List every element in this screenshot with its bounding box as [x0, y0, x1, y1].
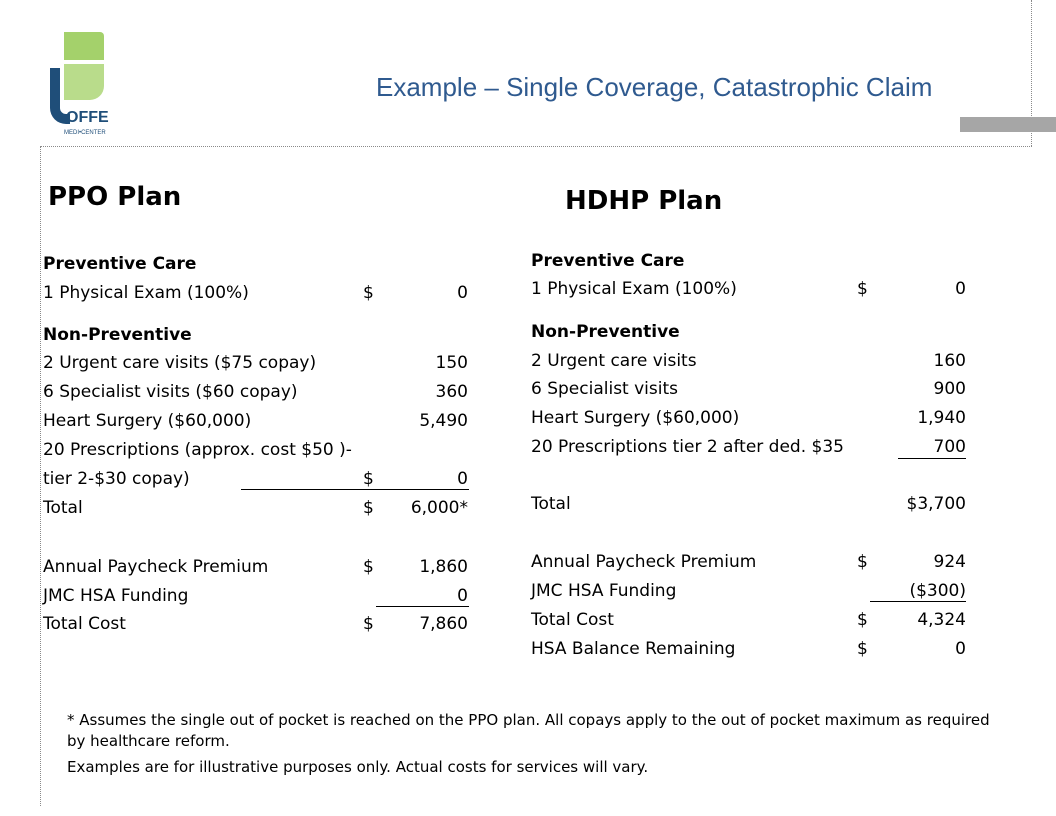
ppo-premium-dollar: $: [363, 557, 374, 577]
ppo-prescriptions-line1: 20 Prescriptions (approx. cost $50 )-: [43, 440, 352, 460]
title-accent-bar: [960, 117, 1056, 132]
ppo-physical-exam-label: 1 Physical Exam (100%): [43, 283, 249, 303]
hdhp-prescriptions-label: 20 Prescriptions tier 2 after ded. $35: [531, 437, 844, 457]
hdhp-total-cost-amount: 4,324: [917, 610, 966, 630]
hdhp-urgent-care-amount: 160: [933, 351, 966, 371]
hdhp-hsa-balance-dollar: $: [857, 639, 868, 659]
ppo-specialist-label: 6 Specialist visits ($60 copay): [43, 382, 298, 402]
ppo-total-amount: 6,000*: [410, 498, 468, 518]
hdhp-physical-exam-amount: 0: [955, 279, 966, 299]
hdhp-surgery-label: Heart Surgery ($60,000): [531, 408, 740, 428]
hdhp-prescriptions-underline: [898, 458, 966, 459]
ppo-prescriptions-amount: 0: [457, 469, 468, 489]
hdhp-premium-amount: 924: [933, 552, 966, 572]
svg-text:OFFE: OFFE: [66, 109, 109, 126]
footnote-disclaimer: Examples are for illustrative purposes only. Actual costs for services will vary.: [67, 758, 649, 776]
footnote-assumption: * Assumes the single out of pocket is reached on the PPO plan. All copays apply to the out of pocket maximum as required by healthcare reform.: [67, 711, 990, 750]
ppo-physical-exam-amount: 0: [457, 283, 468, 303]
hdhp-total-label: Total: [531, 494, 571, 514]
ppo-urgent-care-amount: 150: [435, 353, 468, 373]
hdhp-preventive-header: Preventive Care: [531, 251, 685, 271]
ppo-premium-label: Annual Paycheck Premium: [43, 557, 269, 577]
ppo-hsa-amount: 0: [457, 586, 468, 606]
ppo-urgent-care-label: 2 Urgent care visits ($75 copay): [43, 353, 317, 373]
ppo-total-cost-amount: 7,860: [419, 614, 468, 634]
ppo-prescriptions-underline: [241, 489, 469, 490]
hdhp-urgent-care-label: 2 Urgent care visits: [531, 351, 697, 371]
ppo-total-cost-dollar: $: [363, 614, 374, 634]
hdhp-specialist-amount: 900: [933, 379, 966, 399]
ppo-non-preventive-header: Non-Preventive: [43, 325, 192, 345]
hdhp-physical-exam-label: 1 Physical Exam (100%): [531, 279, 737, 299]
ppo-prescriptions-label: tier 2-$30 copay): [43, 469, 190, 489]
hdhp-hsa-amount: ($300): [909, 581, 966, 601]
hdhp-premium-dollar: $: [857, 552, 868, 572]
ppo-preventive-header: Preventive Care: [43, 254, 197, 274]
hdhp-specialist-label: 6 Specialist visits: [531, 379, 679, 399]
ppo-hsa-underline: [376, 606, 469, 607]
hdhp-surgery-amount: 1,940: [917, 408, 966, 428]
hdhp-prescriptions-amount: 700: [933, 437, 966, 457]
svg-text:MEDI•CENTER: MEDI•CENTER: [64, 130, 106, 136]
hdhp-hsa-label: JMC HSA Funding: [531, 581, 677, 601]
joffe-medicenter-logo-icon: [44, 30, 109, 140]
hdhp-physical-exam-dollar: $: [857, 279, 868, 299]
hdhp-hsa-balance-amount: 0: [955, 639, 966, 659]
hdhp-plan-title: HDHP Plan: [565, 186, 723, 216]
ppo-premium-amount: 1,860: [419, 557, 468, 577]
ppo-total-dollar: $: [363, 498, 374, 518]
frame-border-left: [40, 146, 41, 806]
hdhp-non-preventive-header: Non-Preventive: [531, 322, 680, 342]
ppo-specialist-amount: 360: [435, 382, 468, 402]
hdhp-total-cost-label: Total Cost: [531, 610, 614, 630]
ppo-surgery-amount: 5,490: [419, 411, 468, 431]
slide-title: Example – Single Coverage, Catastrophic Claim: [376, 72, 933, 102]
ppo-total-label: Total: [43, 498, 83, 518]
ppo-surgery-label: Heart Surgery ($60,000): [43, 411, 252, 431]
hdhp-total-amount: $3,700: [906, 494, 966, 514]
ppo-plan-title: PPO Plan: [48, 182, 182, 212]
ppo-total-cost-label: Total Cost: [43, 614, 126, 634]
frame-border-top: [40, 146, 1032, 147]
ppo-prescriptions-dollar: $: [363, 469, 374, 489]
hdhp-total-cost-dollar: $: [857, 610, 868, 630]
ppo-hsa-label: JMC HSA Funding: [43, 586, 189, 606]
hdhp-hsa-underline: [870, 601, 966, 602]
ppo-physical-exam-dollar: $: [363, 283, 374, 303]
hdhp-hsa-balance-label: HSA Balance Remaining: [531, 639, 736, 659]
hdhp-premium-label: Annual Paycheck Premium: [531, 552, 757, 572]
